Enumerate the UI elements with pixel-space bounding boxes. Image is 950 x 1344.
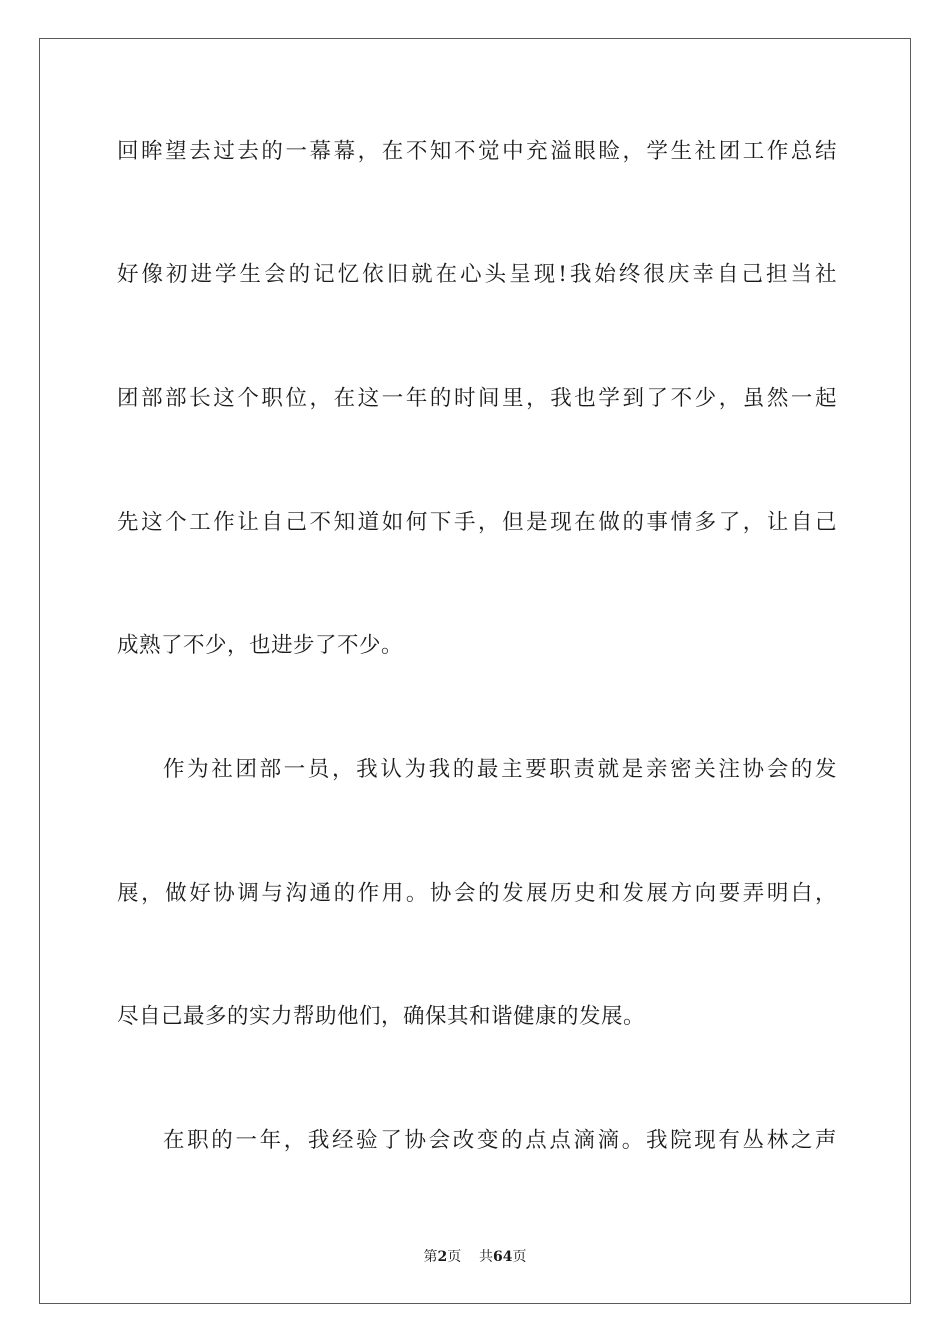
total-prefix: 共 bbox=[479, 1249, 494, 1265]
paragraph-3-line-1: 在职的一年，我经验了协会改变的点点滴滴。我院现有丛林之声 bbox=[163, 1128, 837, 1153]
page-number: 2 bbox=[437, 1249, 448, 1265]
page-frame bbox=[39, 38, 911, 1304]
page-prefix: 第 bbox=[423, 1249, 438, 1265]
page-footer bbox=[0, 1247, 950, 1267]
total-suffix: 页 bbox=[512, 1249, 527, 1265]
paragraph-1-line-4: 先这个工作让自己不知道如何下手，但是现在做的事情多了，让自己 bbox=[117, 510, 837, 535]
paragraph-2-line-3: 尽自己最多的实力帮助他们，确保其和谐健康的发展。 bbox=[117, 1004, 646, 1029]
paragraph-1-line-5: 成熟了不少，也进步了不少。 bbox=[117, 633, 404, 658]
paragraph-2-line-1: 作为社团部一员，我认为我的最主要职责就是亲密关注协会的发 bbox=[163, 757, 837, 782]
page-suffix: 页 bbox=[447, 1249, 462, 1265]
paragraph-1-line-2: 好像初进学生会的记忆依旧就在心头呈现!我始终很庆幸自己担当社 bbox=[117, 262, 837, 287]
paragraph-2-line-2: 展，做好协调与沟通的作用。协会的发展历史和发展方向要弄明白， bbox=[117, 881, 837, 906]
paragraph-1-line-3: 团部部长这个职位，在这一年的时间里，我也学到了不少，虽然一起 bbox=[117, 386, 837, 411]
total-pages: 64 bbox=[493, 1249, 513, 1265]
paragraph-1-line-1: 回眸望去过去的一幕幕，在不知不觉中充溢眼睑，学生社团工作总结 bbox=[117, 139, 837, 164]
